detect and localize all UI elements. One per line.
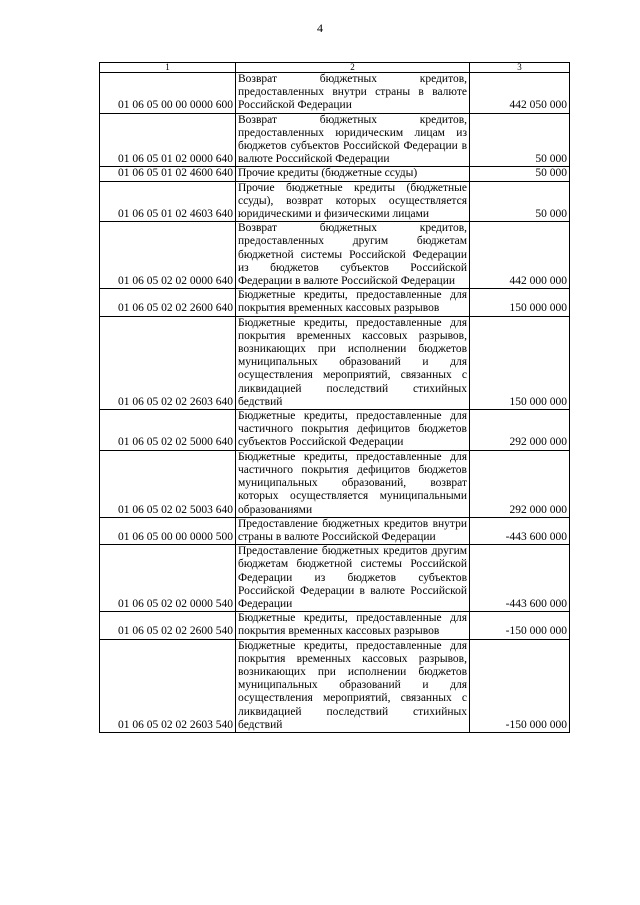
row-code: 01 06 05 02 02 0000 540 (100, 545, 236, 612)
table-row (100, 73, 570, 114)
table-row (100, 517, 570, 544)
table-row (100, 545, 570, 612)
row-amount: 292 000 000 (470, 410, 570, 451)
row-amount: 442 050 000 (470, 73, 570, 114)
row-description: Бюджетные кредиты, предоставленные для покрытия временных кассовых разрывов, возникающих при исполнении бюджетов муниципальных образований и для осуществления мероприятий, связанных с ликвидацией последствий стихийных бедствий (236, 316, 470, 409)
table-row (100, 289, 570, 316)
row-description: Предоставление бюджетных кредитов другим бюджетам бюджетной системы Российской Федерации из бюджетов субъектов Российской Федерации в валюте Российской Федерации (236, 545, 470, 612)
row-code: 01 06 05 02 02 2603 640 (100, 316, 236, 409)
row-code: 01 06 05 02 02 5000 640 (100, 410, 236, 451)
row-amount: 50 000 (470, 167, 570, 181)
row-amount: -443 600 000 (470, 517, 570, 544)
row-description: Бюджетные кредиты, предоставленные для покрытия временных кассовых разрывов (236, 612, 470, 639)
table-row (100, 639, 570, 732)
row-amount: -443 600 000 (470, 545, 570, 612)
row-description: Возврат бюджетных кредитов, предоставленных внутри страны в валюте Российской Федерации (236, 73, 470, 114)
row-amount: 150 000 000 (470, 316, 570, 409)
column-header-code: 1 (100, 63, 236, 73)
row-code: 01 06 05 02 02 2600 540 (100, 612, 236, 639)
row-amount: 292 000 000 (470, 450, 570, 517)
table-row (100, 612, 570, 639)
table-row (100, 316, 570, 409)
column-header-amount: 3 (470, 63, 570, 73)
row-code: 01 06 05 02 02 0000 640 (100, 222, 236, 289)
row-description: Бюджетные кредиты, предоставленные для покрытия временных кассовых разрывов, возникающих при исполнении бюджетов муниципальных образований и для осуществления мероприятий, связанных с ликвидацией последствий стихийных бедствий (236, 639, 470, 732)
row-description: Возврат бюджетных кредитов, предоставленных юридическим лицам из бюджетов субъектов Российской Федерации в валюте Российской Федерации (236, 113, 470, 167)
row-code: 01 06 05 01 02 4603 640 (100, 181, 236, 222)
row-code: 01 06 05 02 02 5003 640 (100, 450, 236, 517)
row-code: 01 06 05 01 02 0000 640 (100, 113, 236, 167)
row-code: 01 06 05 01 02 4600 640 (100, 167, 236, 181)
row-amount: -150 000 000 (470, 612, 570, 639)
row-description: Прочие кредиты (бюджетные ссуды) (236, 167, 470, 181)
table-row (100, 450, 570, 517)
table-row (100, 167, 570, 181)
row-amount: 50 000 (470, 181, 570, 222)
row-description: Бюджетные кредиты, предоставленные для частичного покрытия дефицитов бюджетов субъектов Российской Федерации (236, 410, 470, 451)
page-number: 4 (317, 21, 323, 35)
row-description: Бюджетные кредиты, предоставленные для покрытия временных кассовых разрывов (236, 289, 470, 316)
row-description: Прочие бюджетные кредиты (бюджетные ссуды), возврат которых осуществляется юридическими и физическими лицами (236, 181, 470, 222)
row-description: Бюджетные кредиты, предоставленные для частичного покрытия дефицитов бюджетов муниципальных образований, возврат которых осуществляется муниципальными образованиями (236, 450, 470, 517)
table-row (100, 410, 570, 451)
row-description: Предоставление бюджетных кредитов внутри страны в валюте Российской Федерации (236, 517, 470, 544)
row-code: 01 06 05 02 02 2603 540 (100, 639, 236, 732)
row-code: 01 06 05 02 02 2600 640 (100, 289, 236, 316)
row-code: 01 06 05 00 00 0000 600 (100, 73, 236, 114)
row-amount: -150 000 000 (470, 639, 570, 732)
row-description: Возврат бюджетных кредитов, предоставленных другим бюджетам бюджетной системы Российской Федерации из бюджетов субъектов Российской Федерации в валюте Российской Федерации (236, 222, 470, 289)
budget-table (99, 62, 570, 733)
table-row (100, 222, 570, 289)
table-row (100, 113, 570, 167)
row-amount: 150 000 000 (470, 289, 570, 316)
row-amount: 442 000 000 (470, 222, 570, 289)
row-amount: 50 000 (470, 113, 570, 167)
row-code: 01 06 05 00 00 0000 500 (100, 517, 236, 544)
header-row (100, 63, 570, 73)
column-header-description: 2 (236, 63, 470, 73)
table-row (100, 181, 570, 222)
